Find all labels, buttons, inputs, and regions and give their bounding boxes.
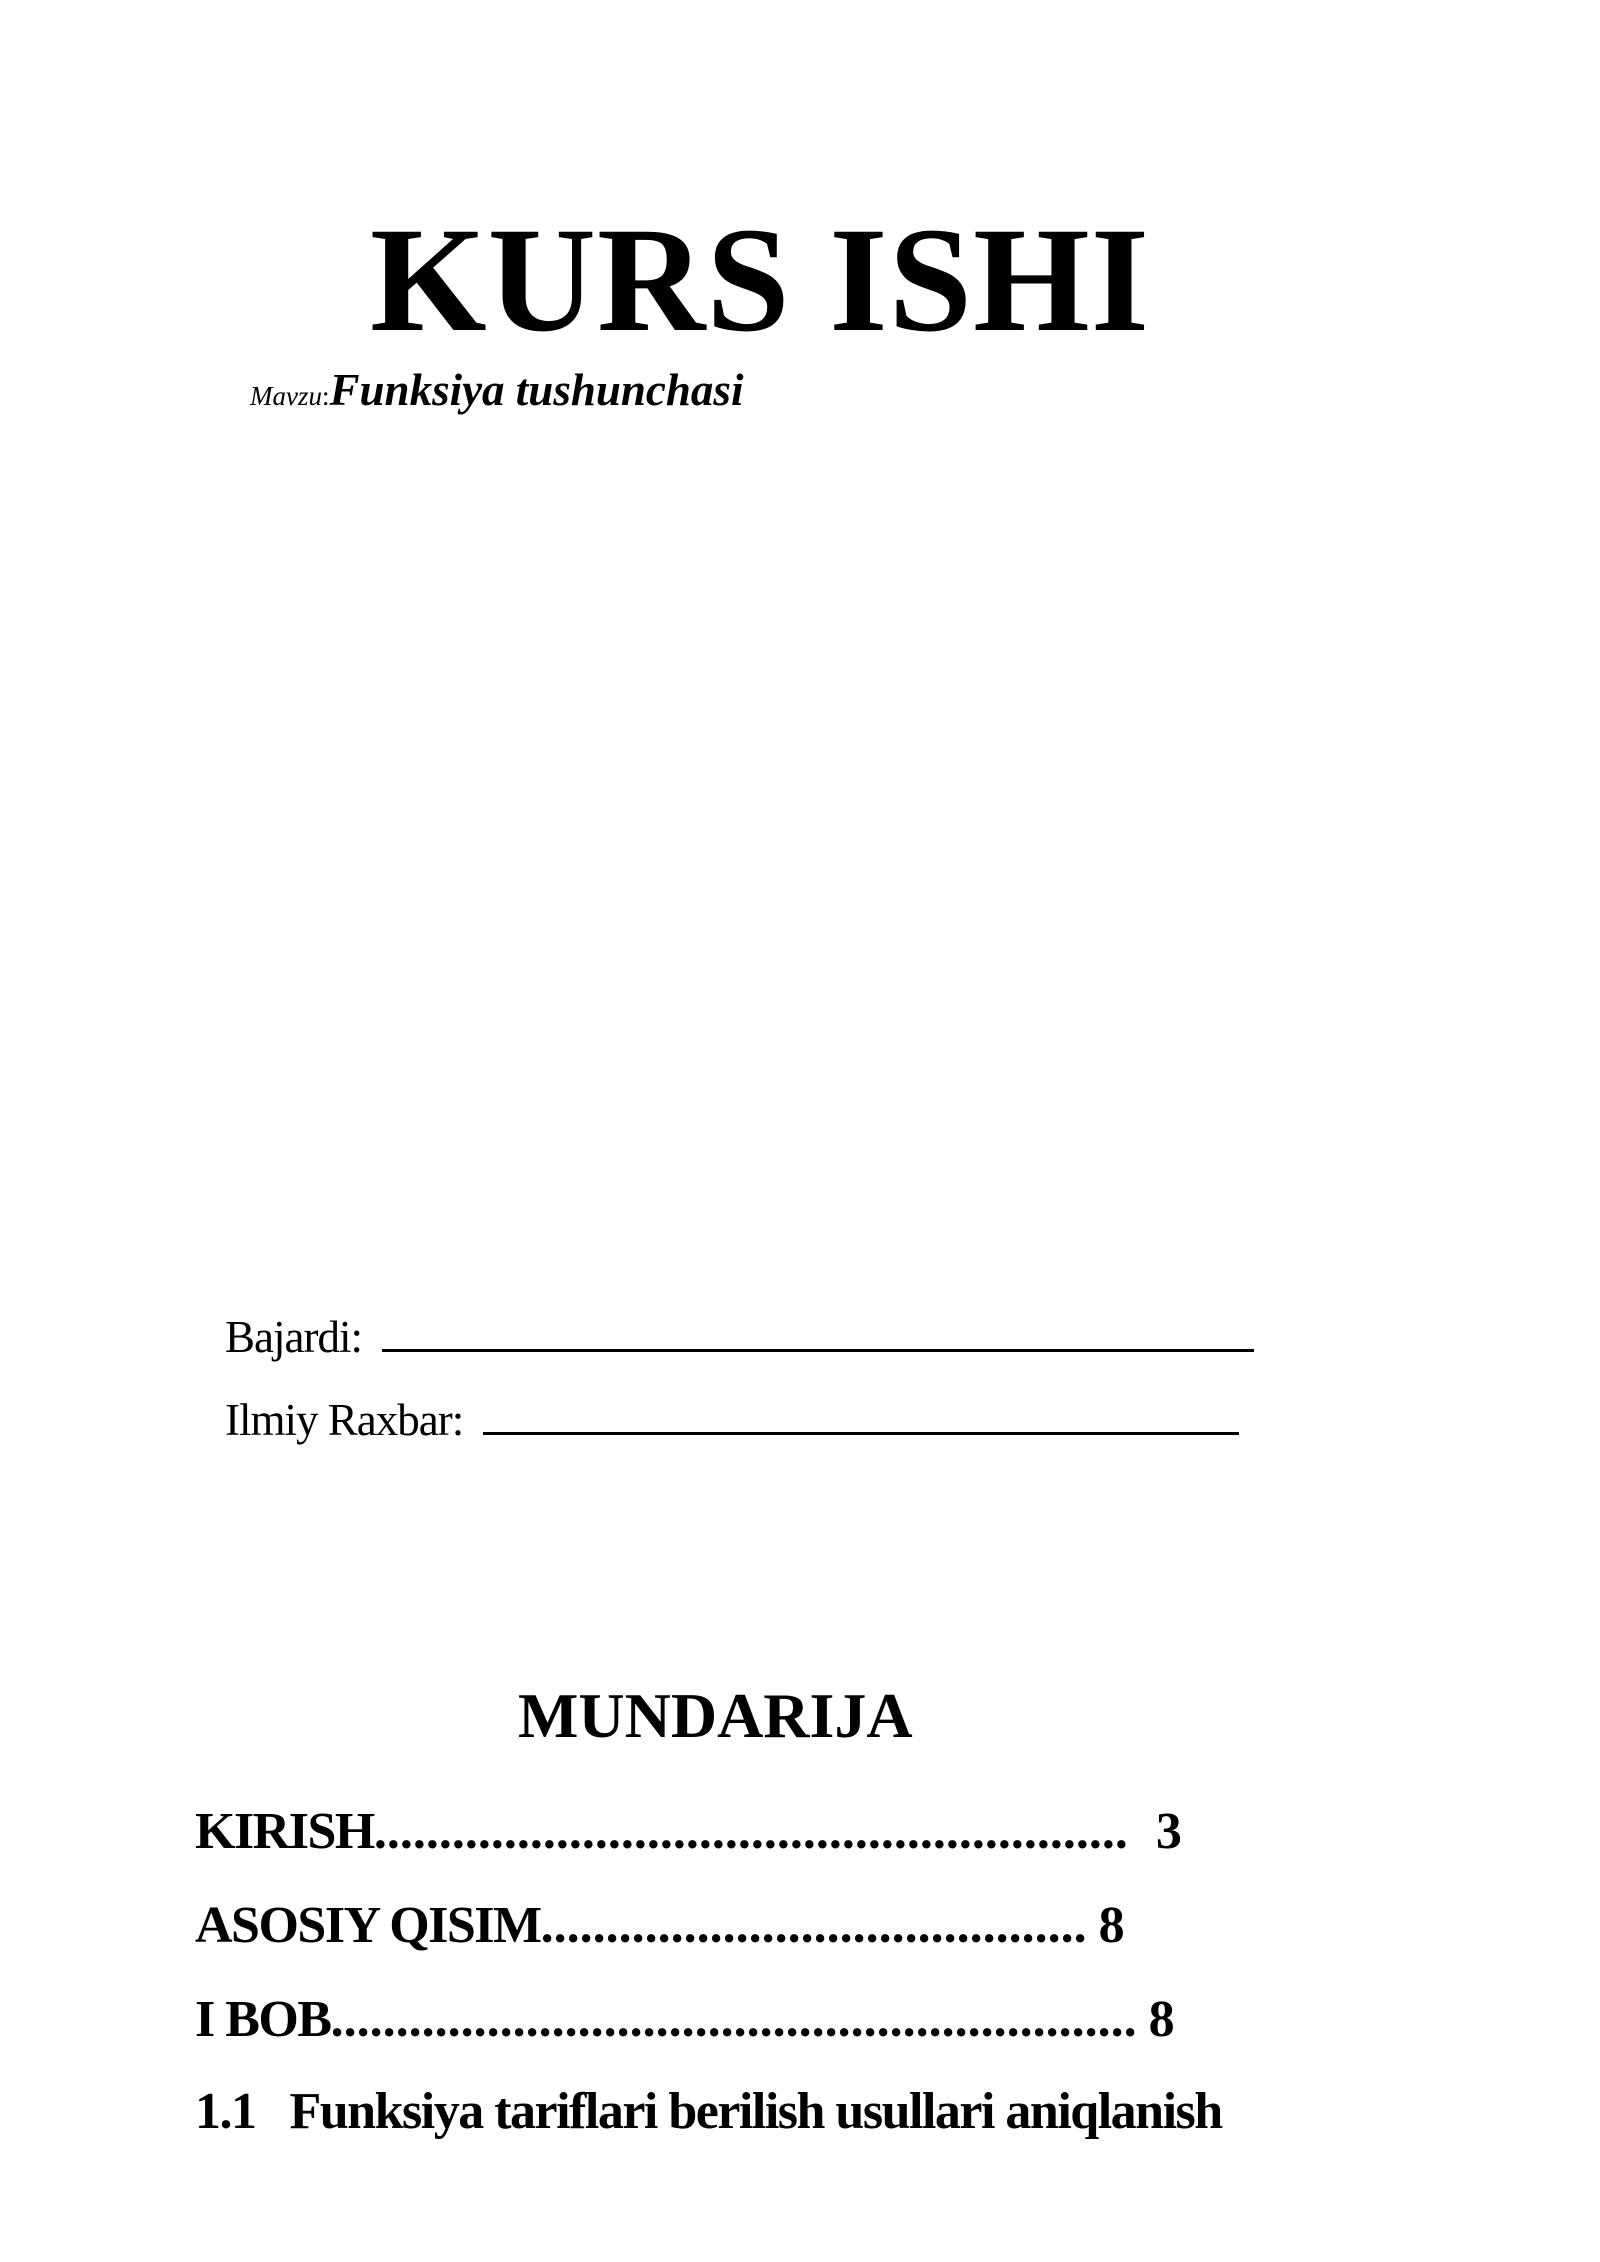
toc-leader-dots: .............................................................. [330,1991,1137,2048]
toc-page-number: 3 [1155,1803,1181,1860]
toc-entry-title: Funksiya tariflari berilish usullari aniqlanish [289,2083,1222,2140]
toc-entry-asosiy-qisim [195,1897,1124,1954]
toc-leader-dots: .......................................................... [373,1803,1128,1860]
signature-blank-line [382,1319,1254,1352]
toc-entry-kirish [195,1803,1181,1860]
subject-colon: : [321,381,330,411]
document-title: KURS ISHI [370,197,1151,363]
toc-entry-title: I BOB [195,1991,331,2048]
signature-ilmiy-raxbar [225,1395,1239,1445]
toc-entry-title: KIRISH [195,1803,374,1860]
toc-leader-dots: .......................................... [540,1897,1087,1954]
signature-blank-line [483,1402,1239,1435]
toc-page-number: 8 [1148,1991,1174,2048]
subject-line [250,365,744,415]
toc-entry-1-1 [195,2083,1222,2140]
signature-label: Ilmiy Raxbar: [225,1395,474,1445]
subject-label: Mavzu [250,381,322,411]
toc-entry-number: 1.1 [195,2083,256,2140]
signature-label: Bajardi: [225,1312,373,1362]
toc-heading: MUNDARIJA [518,1680,913,1751]
signature-bajardi [225,1312,1254,1362]
toc-entry-title: ASOSIY QISIM [195,1897,541,1954]
toc-entry-i-bob [195,1991,1174,2048]
toc-page-number: 8 [1098,1897,1124,1954]
subject-value: Funksiya tushunchasi [329,365,744,415]
